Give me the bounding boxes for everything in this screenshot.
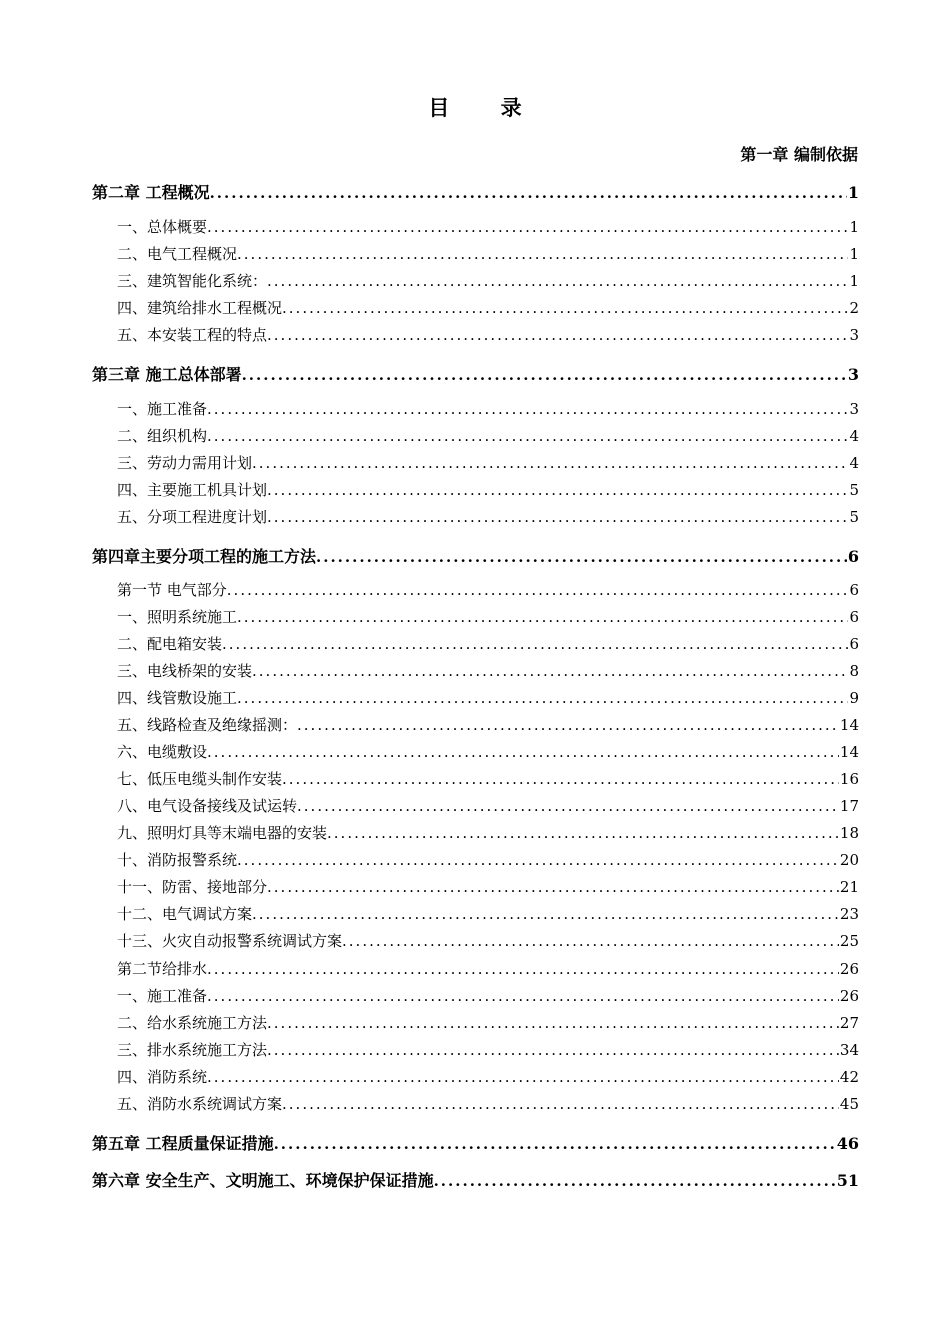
page-number: 18 (839, 824, 859, 842)
page-number: 3 (847, 365, 859, 384)
leader-dots (297, 716, 839, 734)
leader-dots (434, 1172, 836, 1190)
page-number: 4 (849, 454, 859, 472)
page-number: 1 (849, 218, 859, 236)
toc-entry-chapter[interactable]: 第二章 工程概况 ..... 1 (92, 180, 859, 202)
toc-entry[interactable]: 五、消防水系统调试方案 ..... 45 (117, 1093, 859, 1115)
leader-dots (237, 245, 848, 263)
toc-entry-chapter[interactable]: 第四章主要分项工程的施工方法 ..... 6 (92, 544, 859, 566)
toc-entry[interactable]: 五、线路检查及绝缘摇测： ..... 14 (117, 714, 859, 736)
toc-entry[interactable]: 二、配电箱安装 ..... 6 (117, 633, 859, 655)
toc-entry[interactable]: 八、电气设备接线及试运转 ..... 17 (117, 795, 859, 817)
toc-entry-chapter[interactable]: 第五章 工程质量保证措施 ..... 46 (92, 1131, 859, 1153)
page-number: 9 (849, 689, 859, 707)
page-number: 51 (836, 1171, 859, 1190)
toc-entry[interactable]: 二、电气工程概况 ..... 1 (117, 243, 859, 265)
toc-entry[interactable]: 十一、防雷、接地部分 ..... 21 (117, 876, 859, 898)
leader-dots (274, 1135, 836, 1153)
page-number: 6 (849, 635, 859, 653)
toc-entry[interactable]: 一、总体概要 ..... 1 (117, 216, 859, 238)
toc-entry-section[interactable]: 第二节给排水 ..... 26 (117, 958, 859, 980)
page-number: 25 (839, 932, 859, 950)
page-number: 6 (849, 608, 859, 626)
leader-dots (297, 797, 839, 815)
page-number: 5 (849, 481, 859, 499)
leader-dots (207, 427, 848, 445)
toc-entry[interactable]: 二、给水系统施工方法 ..... 27 (117, 1012, 859, 1034)
page-number: 16 (839, 770, 859, 788)
page-number: 4 (849, 427, 859, 445)
page-number: 42 (839, 1068, 859, 1086)
page-number: 1 (847, 183, 859, 202)
toc-entry[interactable]: 四、消防系统 ..... 42 (117, 1066, 859, 1088)
page-number: 17 (839, 797, 859, 815)
leader-dots (327, 824, 839, 842)
toc-entry[interactable]: 九、照明灯具等末端电器的安装 ..... 18 (117, 822, 859, 844)
page-number: 21 (839, 878, 859, 896)
page-number: 45 (839, 1095, 859, 1113)
leader-dots (267, 878, 839, 896)
toc-title: 目 录 (428, 95, 544, 120)
page-number: 27 (839, 1014, 859, 1032)
leader-dots (207, 960, 839, 978)
toc-entry[interactable]: 十二、电气调试方案 ..... 23 (117, 903, 859, 925)
page-number: 34 (839, 1041, 859, 1059)
leader-dots (237, 851, 839, 869)
page-number: 26 (839, 987, 859, 1005)
page-number: 23 (839, 905, 859, 923)
leader-dots (267, 272, 848, 290)
leader-dots (267, 1041, 839, 1059)
leader-dots (316, 548, 847, 566)
page-number: 5 (849, 508, 859, 526)
leader-dots (342, 932, 839, 950)
page-number: 6 (847, 547, 859, 566)
toc-entry[interactable]: 四、线管敷设施工 ..... 9 (117, 687, 859, 709)
page-number: 3 (849, 400, 859, 418)
toc-entry[interactable]: 四、建筑给排水工程概况 ..... 2 (117, 297, 859, 319)
page-number: 2 (849, 299, 859, 317)
leader-dots (252, 662, 848, 680)
toc-entry[interactable]: 十、消防报警系统 ..... 20 (117, 849, 859, 871)
chapter-1-heading: 第一章 编制依据 (740, 145, 858, 164)
leader-dots (207, 743, 839, 761)
toc-entry-chapter[interactable]: 第六章 安全生产、文明施工、环境保护保证措施 ..... 51 (92, 1168, 859, 1190)
toc-entry-section[interactable]: 第一节 电气部分 ..... 6 (117, 579, 859, 601)
leader-dots (267, 508, 848, 526)
toc-entry[interactable]: 三、电线桥架的安装 ..... 8 (117, 660, 859, 682)
toc-entry[interactable]: 三、劳动力需用计划 ..... 4 (117, 452, 859, 474)
page-number: 6 (849, 581, 859, 599)
page-number: 26 (839, 960, 859, 978)
leader-dots (237, 608, 848, 626)
leader-dots (207, 1068, 839, 1086)
toc-entry[interactable]: 七、低压电缆头制作安装 ..... 16 (117, 768, 859, 790)
toc-entry-chapter[interactable]: 第三章 施工总体部署 ..... 3 (92, 362, 859, 384)
page-number: 46 (836, 1134, 859, 1153)
page-number: 8 (849, 662, 859, 680)
page-number: 3 (849, 326, 859, 344)
leader-dots (222, 635, 848, 653)
leader-dots (267, 1014, 839, 1032)
leader-dots (282, 770, 839, 788)
toc-entry[interactable]: 一、施工准备 ..... 3 (117, 398, 859, 420)
page-number: 1 (849, 272, 859, 290)
leader-dots (252, 454, 848, 472)
leader-dots (210, 184, 847, 202)
toc-entry[interactable]: 五、本安装工程的特点 ..... 3 (117, 324, 859, 346)
leader-dots (207, 218, 848, 236)
page-number: 1 (849, 245, 859, 263)
toc-entry[interactable]: 一、施工准备 ..... 26 (117, 985, 859, 1007)
toc-entry[interactable]: 十三、火灾自动报警系统调试方案 ..... 25 (117, 930, 859, 952)
leader-dots (207, 400, 848, 418)
page-number: 20 (839, 851, 859, 869)
toc-entry[interactable]: 三、建筑智能化系统： ..... 1 (117, 270, 859, 292)
leader-dots (237, 689, 848, 707)
leader-dots (282, 299, 848, 317)
toc-entry[interactable]: 五、分项工程进度计划 ..... 5 (117, 506, 859, 528)
toc-entry[interactable]: 三、排水系统施工方法 ..... 34 (117, 1039, 859, 1061)
page-number: 14 (839, 743, 859, 761)
toc-entry[interactable]: 一、照明系统施工 ..... 6 (117, 606, 859, 628)
toc-entry[interactable]: 四、主要施工机具计划 ..... 5 (117, 479, 859, 501)
page-number: 14 (839, 716, 859, 734)
leader-dots (207, 987, 839, 1005)
leader-dots (267, 326, 848, 344)
leader-dots (282, 1095, 839, 1113)
leader-dots (227, 581, 849, 599)
leader-dots (267, 481, 848, 499)
toc-entry[interactable]: 二、组织机构 ..... 4 (117, 425, 859, 447)
leader-dots (252, 905, 839, 923)
toc-entry[interactable]: 六、电缆敷设 ..... 14 (117, 741, 859, 763)
leader-dots (242, 366, 847, 384)
